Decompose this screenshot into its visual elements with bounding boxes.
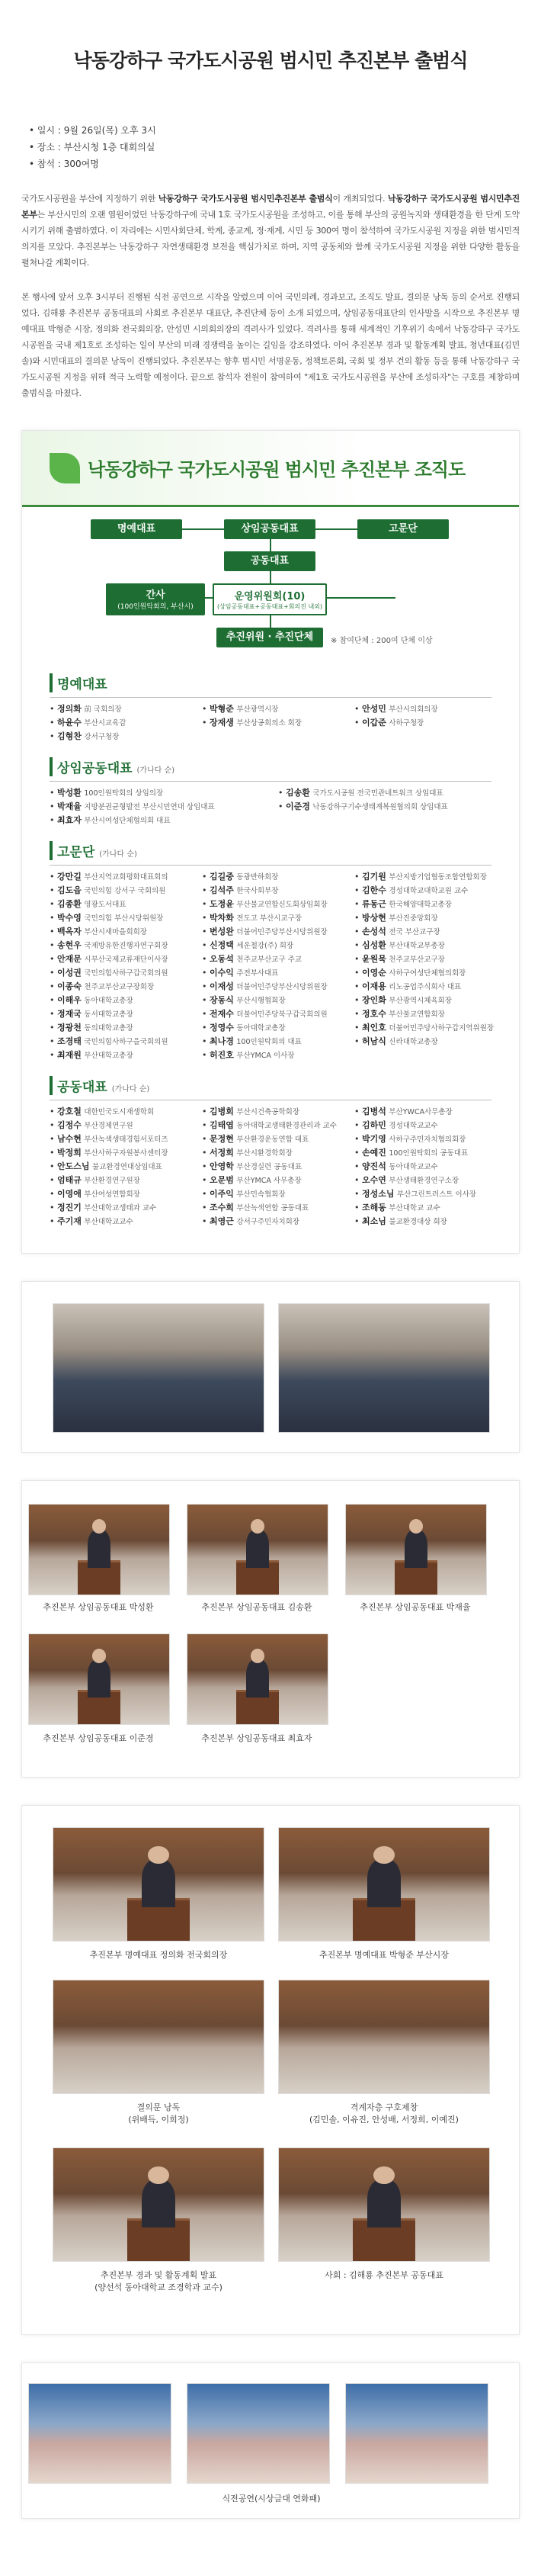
corep-item: • 조해동 부산대학교 교수	[354, 1203, 440, 1213]
photo-standing-2	[187, 1504, 328, 1595]
photo-resolution	[53, 1980, 264, 2094]
advisors-item: • 이재용 리노공업주식회사 대표	[354, 981, 462, 991]
caption-resolution: 결의문 낭독 (위배득, 이희정)	[128, 2102, 189, 2125]
advisors-item: • 오동석 천주교부산교구 주교	[202, 954, 303, 964]
advisors-item: • 도정윤 부산불교연합신도회상임회장	[202, 899, 328, 909]
node-co-rep: 공동대표	[224, 551, 315, 571]
advisors-item: • 허남식 신라대학교총장	[354, 1036, 438, 1046]
event-attendance: • 참석 : 300여명	[29, 156, 541, 172]
advisors-item: • 최나경 100인원탁회의 대표	[202, 1036, 302, 1046]
corep-item: • 강호철 대한민국도시재생학회	[50, 1107, 155, 1116]
node-secretary: 간사 (100인원탁회의, 부산시)	[106, 583, 205, 615]
advisors-item: • 장동식 부산시행협회장	[202, 995, 286, 1005]
hall-photo-1	[53, 1303, 264, 1433]
honorary-list	[50, 702, 519, 744]
advisors-item: • 박수영 국민의힘 부산시당위원장	[50, 913, 164, 923]
standing-item: • 김송환 국가도시공원 전국민관네트워크 상임대표	[278, 788, 443, 798]
photo-honorary-1	[53, 1827, 264, 1942]
corep-item: • 이주익 부산민속협회장	[202, 1189, 286, 1199]
photo-report	[53, 2147, 264, 2262]
standing-item: • 최효자 부산시여성단체협의회 대표	[50, 815, 171, 825]
section-advisor-title: 고문단 (가나다 순)	[50, 841, 519, 860]
caption-standing-4: 추진본부 상임공동대표 이준경	[43, 1733, 154, 1743]
corep-item: • 안도스님 불교환경연대상임대표	[50, 1161, 162, 1171]
caption-honorary-2: 추진본부 명예대표 박형준 부산시장	[319, 1950, 449, 1960]
corep-list	[50, 1105, 519, 1229]
hall-photo-2	[278, 1303, 490, 1433]
corep-item: • 양진석 동아대학교교수	[354, 1161, 438, 1171]
advisors-item: • 변성완 더불어민주당부산시당위원장	[202, 927, 328, 936]
honorary-item: • 정의화 前 국회의장	[50, 704, 122, 714]
photo-standing-4	[28, 1633, 170, 1725]
photo-block-program	[21, 1805, 520, 2335]
corep-item: • 김태엽 동아대학교생태환경관리과 교수	[202, 1120, 337, 1130]
advisors-item: • 송현우 국제방유한진행자연구회장	[50, 940, 168, 950]
section-honorary-title: 명예대표	[50, 673, 519, 692]
corep-item: • 엄태규 부산환경연구원장	[50, 1175, 140, 1185]
advisors-item	[354, 1049, 507, 1062]
advisors-item: • 류동근 한국해양대학교총장	[354, 899, 452, 909]
section-standing	[50, 757, 519, 827]
advisors-item: • 김종환 영광도서대표	[50, 899, 126, 909]
intro-bold-event: 낙동강하구 국가도시공원 범시민추진본부 출범식	[158, 194, 333, 204]
node-committee: 추진위원 · 추진단체	[216, 628, 323, 647]
photo-performance-1	[28, 2383, 171, 2484]
corep-item: • 박기영 사하구주민자치협의회장	[354, 1134, 466, 1144]
caption-report: 추진본부 경과 및 활동계획 발표 (양선석 동아대학교 조경학과 교수)	[94, 2270, 222, 2292]
standing-list	[50, 786, 519, 827]
honorary-item: • 이갑준 사하구청장	[354, 718, 424, 728]
photo-standing-1	[28, 1504, 170, 1595]
org-chart-title: 낙동강하구 국가도시공원 범시민 추진본부 조직도	[88, 459, 466, 480]
caption-honorary-1: 추진본부 명예대표 정의화 전국회의장	[89, 1950, 228, 1960]
corep-item: • 김하민 경성대학교교수	[354, 1120, 438, 1130]
corep-item: • 조수희 부산녹색연합 공동대표	[202, 1203, 309, 1213]
corep-item: • 남수현 부산녹색생태경험서포터즈	[50, 1134, 168, 1144]
advisors-item: • 안재문 시부산국제교류재단이사장	[50, 954, 168, 964]
caption-standing-5: 추진본부 상임공동대표 최효자	[201, 1733, 312, 1743]
advisors-item: • 최재원 부산대학교총장	[50, 1050, 133, 1060]
photo-standing-3	[345, 1504, 487, 1595]
advisors-item: • 강만길 부산지역교회평화대표회의	[50, 872, 168, 882]
honorary-item: • 김형찬 강서구청장	[50, 731, 120, 741]
corep-item: • 최영근 강서구주민자치회장	[202, 1216, 299, 1226]
corep-item: • 김병회 부산시건축공학회장	[202, 1107, 299, 1116]
corep-item: • 서정희 부산시환경학회장	[202, 1148, 293, 1158]
committee-note: ※ 참여단체 : 200여 단체 이상	[331, 637, 433, 645]
intro-paragraph: 국가도시공원을 부산에 지정하기 위한 낙동강하구 국가도시공원 범시민추진본부 출범식이 개최되었다. 낙동강하구 국가도시공원 범시민추진본부는 부산시민의 오랜 염원이었던 낙동강하구에 국내 1호 국가도시공원을 조성하고, 이를 통해 부산의 공원녹지와 생태환경을 한 단계 도약시키기 위해 출범하였다. 이 자리에는 시민사회단체, 학계, 종교계, 정·재계, 시민 등 300여 명이 참석하여 국가도시공원 지정을 위한 범시민적 의지를 모았다. 추진본부는 낙동강하구 자연생태환경 보전을 핵심가치로 하며, 지역 공동체와 함께 국가도시공원 지정을 위한 다양한 활동을 펼쳐나갈 계획이다.	[21, 194, 520, 268]
event-place: • 장소 : 부산시청 1층 대회의실	[29, 139, 541, 156]
node-advisor: 고문단	[357, 519, 449, 539]
corep-item: • 오수연 부산생태환경연구소장	[354, 1175, 459, 1185]
org-chart-card	[21, 430, 520, 1254]
node-steering: 운영위원회(10) (상임공동대표+공동대표+회의진 내외)	[213, 583, 327, 615]
advisors-item: • 김도읍 국민의힘 강서구 국회의원	[50, 885, 166, 895]
honorary-item: • 장재생 부산상공회의소 회장	[202, 718, 303, 728]
caption-performance: 식전공연(시상글대 연화패)	[222, 2494, 321, 2504]
corep-item: • 정진기 부산대학교생태과 교수	[50, 1203, 157, 1213]
standing-item: • 이준경 낙동강하구기수생태계복원협의회 상임대표	[278, 801, 448, 811]
node-honorary: 명예대표	[91, 519, 182, 539]
advisors-item: • 신정택 세운철강(주) 회장	[202, 940, 294, 950]
advisors-item: • 최인호 더불어민주당사하구갑지역위원장	[354, 1023, 495, 1033]
advisor-list	[50, 870, 519, 1062]
photo-honorary-2	[278, 1827, 490, 1942]
corep-item: • 최소님 불교환경대상 회장	[354, 1216, 447, 1226]
corep-item: • 주기재 부산대학교교수	[50, 1216, 133, 1226]
advisors-item: • 박차화 전도고 부산시교구장	[202, 913, 303, 923]
corep-item: • 정성소님 부산그린트러스트 이사장	[354, 1189, 476, 1199]
caption-standing-3: 추진본부 상임공동대표 박재율	[360, 1602, 471, 1612]
photo-block-performance	[21, 2362, 520, 2519]
photo-performance-2	[187, 2383, 330, 2484]
advisors-item: • 이수익 주전부사대표	[202, 968, 279, 978]
corep-item: • 손예진 100인원탁회의 공동대표	[354, 1148, 469, 1158]
caption-standing-2: 추진본부 상임공동대표 김송환	[201, 1602, 312, 1612]
corep-item: • 김병석 부산YWCA사무총장	[354, 1107, 453, 1116]
advisors-item: • 정영수 동아대학교총장	[202, 1023, 286, 1033]
advisors-item: • 심성환 부산대학교부총장	[354, 940, 445, 950]
advisors-item: • 이성권 국민의힘사하구갑국회의원	[50, 968, 168, 978]
corep-item: • 김정수 부산경제연구원	[50, 1120, 133, 1130]
standing-item: • 박성환 100인원탁회의 상임의장	[50, 788, 164, 798]
corep-item: • 오문범 부산YMCA 사무총장	[202, 1175, 302, 1185]
org-chart-header	[22, 431, 519, 507]
section-corep-title: 공동대표 (가나다 순)	[50, 1076, 519, 1095]
section-advisor	[50, 841, 519, 1062]
advisors-item: • 정호수 부산불교연합회장	[354, 1009, 445, 1019]
caption-mc: 사회 : 김해룡 추진본부 공동대표	[325, 2270, 443, 2280]
event-info	[29, 122, 541, 172]
photo-performance-3	[345, 2383, 488, 2484]
caption-slogan: 격계자층 구호제창 (김민솔, 이유진, 안성배, 서정희, 이예진)	[309, 2102, 459, 2125]
advisors-item: • 이영순 사하구여성단체협의회장	[354, 968, 466, 978]
advisors-item: • 전재수 더불어민주당북구갑국회의원	[202, 1009, 328, 1019]
program-paragraph: 본 행사에 앞서 오후 3시부터 진행된 식전 공연으로 시작을 알렸으며 이어 국민의례, 경과보고, 조직도 발표, 결의문 낭독 등의 순서로 진행되었다. 김해룡 추진본부 공동대표의 사회로 추진본부 대표단, 추진단체 등이 소개 되었으며, 상임공동대표단의 인사말을 시작으로 추진본부 명예대표 박형준 시장, 정의화 전국회의장, 안성민 시의회의장의 격려사가 있었다. 격려사를 통해 세계적인 기후위기 속에서 낙동강하구 국가도시공원을 국내 제1호로 조성하는 일이 부산의 미래 경쟁력을 높이는 길임을 강조하였다. 이어 추진본부 경과 및 활동계획 발표, 청년대표(김민솔)와 시민대표의 결의문 낭독이 진행되었다. 추진본부는 향후 범시민 서명운동, 정책토론회, 국회 및 정부 건의 활동 등을 통해 낙동강하구 국가도시공원 지정을 위해 적극 노력할 예정이다. 끝으로 참석자 전원이 참여하여 "제1호 국가도시공원을 부산에 조성하자"는 구호를 제창하며 출범식을 마쳤다.	[21, 292, 520, 398]
advisors-item: • 정광천 동의대학교총장	[50, 1023, 133, 1033]
advisors-item: • 김한수 경성대학교대학교원 교수	[354, 885, 469, 895]
org-diagram	[22, 507, 519, 667]
advisors-item: • 이해우 동아대학교총장	[50, 995, 133, 1005]
photo-block-hall	[21, 1281, 520, 1453]
advisors-item: • 이재성 더불어민주당부산시당위원장	[202, 981, 328, 991]
advisors-item: • 백옥자 부산시새마을회회장	[50, 927, 147, 936]
standing-item: • 박재율 지방분권균형발전 부산시민연대 상임대표	[50, 801, 215, 811]
corep-item: • 박정희 부산사하구자원봉사센터장	[50, 1148, 168, 1158]
advisors-item: • 이종숙 천주교부산교구장회장	[50, 981, 155, 991]
node-standing: 상임공동대표	[224, 519, 315, 539]
section-standing-title: 상임공동대표 (가나다 순)	[50, 757, 519, 776]
leaf-icon	[50, 453, 80, 483]
honorary-item: • 안성민 부산시의회의장	[354, 704, 438, 714]
photo-slogan	[278, 1980, 490, 2094]
advisors-item: • 장인화 부산광역시체육회장	[354, 995, 452, 1005]
advisors-item: • 허진호 부산YMCA 이사장	[202, 1050, 295, 1060]
photo-block-standing	[21, 1480, 520, 1778]
corep-item: • 문정현 부산환경운동연합 대표	[202, 1134, 309, 1144]
photo-mc	[278, 2147, 490, 2262]
advisors-item: • 윤원묵 천주교부산교구장	[354, 954, 445, 964]
advisors-item: • 손성석 전국 부산교구장	[354, 927, 440, 936]
section-honorary	[50, 673, 519, 744]
advisors-item: • 조경태 국민의힘사하구을국회의원	[50, 1036, 168, 1046]
advisors-item: • 방상현 부산진중앙회장	[354, 913, 438, 923]
section-corep	[50, 1076, 519, 1229]
advisors-item: • 김기원 부산지방기업협동조합연합회장	[354, 872, 487, 882]
advisors-item: • 정재국 동서대학교총장	[50, 1009, 133, 1019]
event-date: • 일시 : 9월 26일(목) 오후 3시	[29, 122, 541, 139]
advisors-item: • 김석주 한국사회부장	[202, 885, 279, 895]
page-title: 낙동강하구 국가도시공원 범시민 추진본부 출범식	[73, 50, 468, 72]
caption-standing-1: 추진본부 상임공동대표 박성환	[43, 1602, 154, 1612]
honorary-item: • 박형준 부산광역시장	[202, 704, 279, 714]
advisors-item: • 김길중 동광반하회장	[202, 872, 279, 882]
corep-item: • 이영애 부산여성연합회장	[50, 1189, 140, 1199]
photo-standing-5	[187, 1633, 328, 1725]
honorary-item: • 하윤수 부산시교육감	[50, 718, 126, 728]
intro-bold-org: 낙동강하구 국가도시공원 범시민추진본부	[21, 194, 520, 220]
corep-item: • 안영학 부산경실련 공동대표	[202, 1161, 303, 1171]
